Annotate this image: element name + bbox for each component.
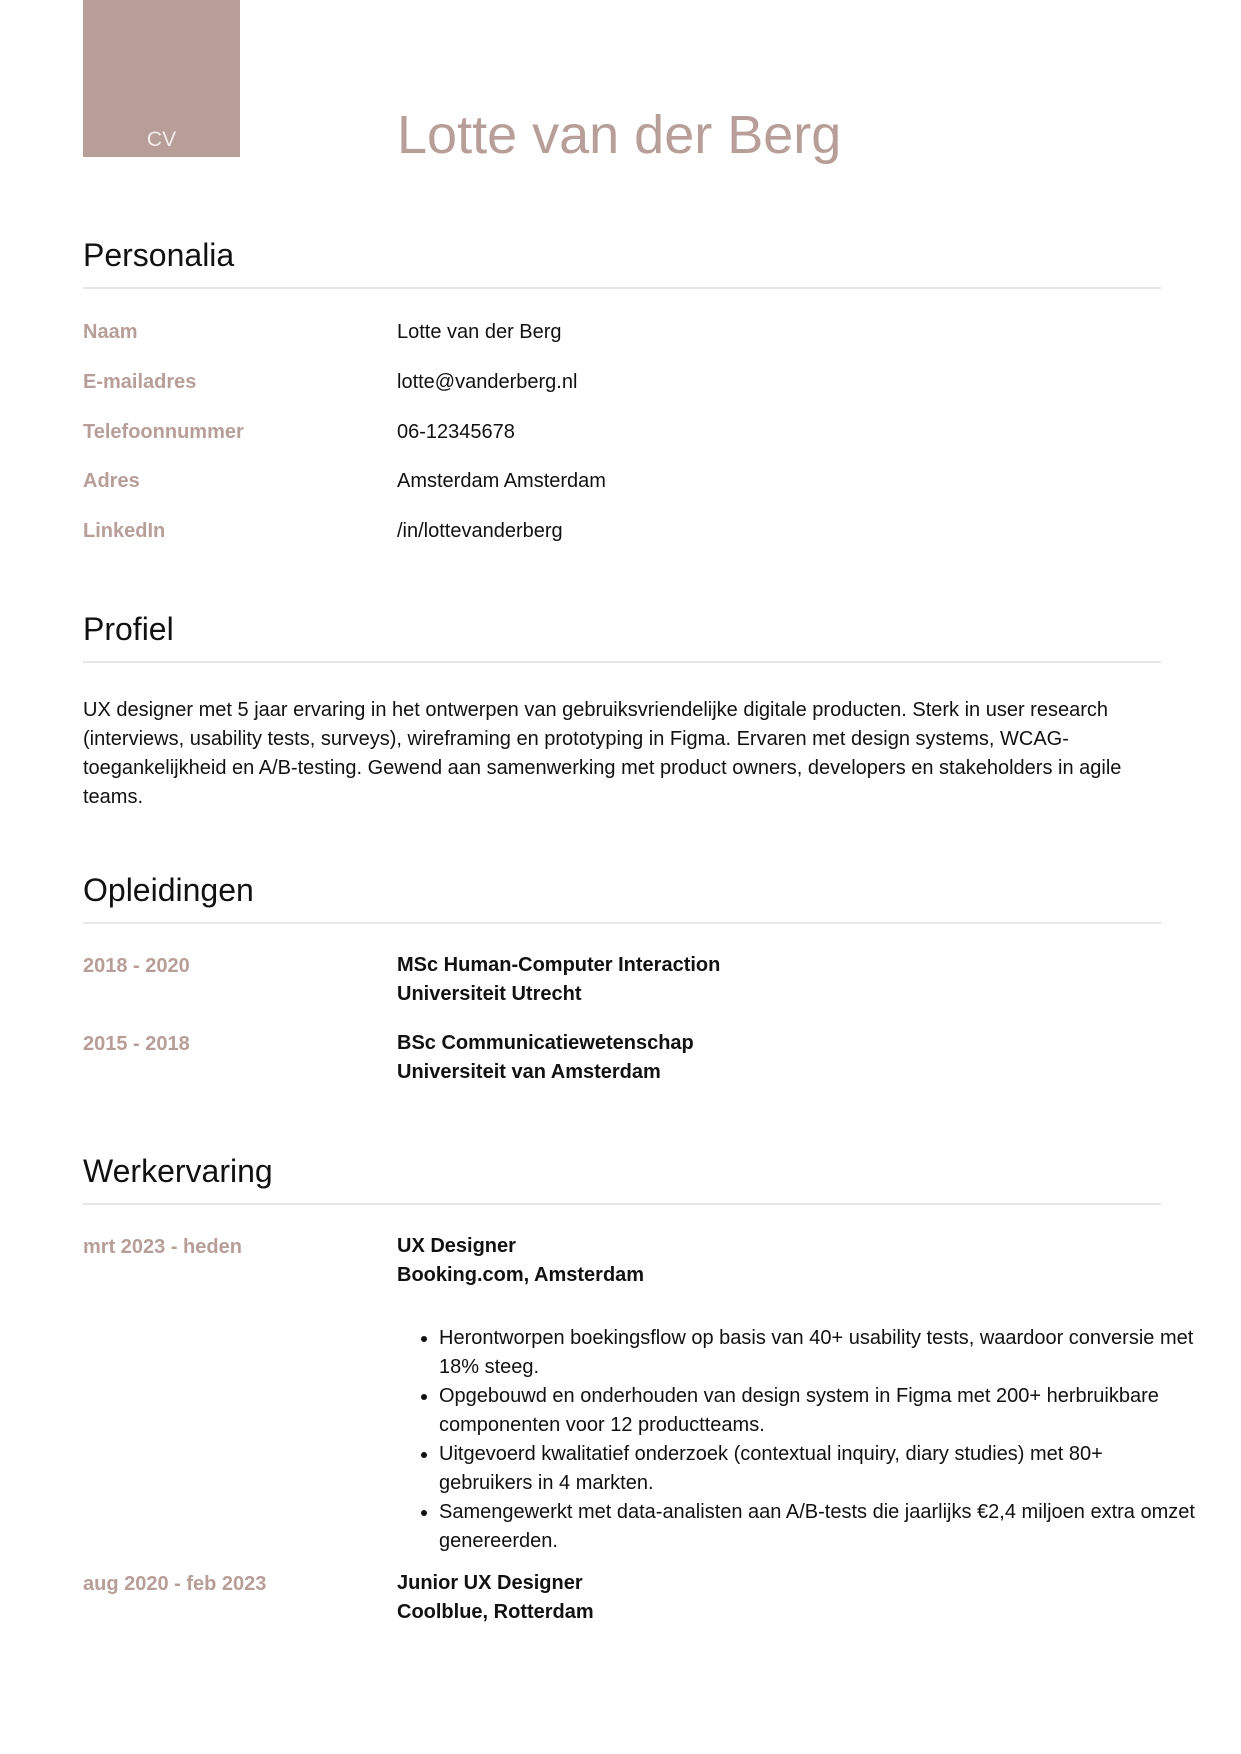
work-role: UX Designer [397, 1235, 516, 1257]
field-value: lotte@vanderberg.nl [397, 371, 578, 393]
education-degree: BSc Communicatiewetenschap [397, 1032, 694, 1054]
field-label: LinkedIn [83, 520, 166, 542]
section-divider [83, 661, 1161, 663]
photo-label: CV [146, 128, 177, 151]
education-degree: MSc Human-Computer Interaction [397, 954, 721, 976]
field-label: Naam [83, 321, 138, 343]
section-title-opleidingen: Opleidingen [83, 872, 254, 908]
field-value: 06-12345678 [397, 421, 515, 443]
field-label: E-mailadres [83, 371, 197, 393]
education-school: Universiteit Utrecht [397, 983, 582, 1005]
list-item: • Herontworpen boekingsflow op basis van 40+ usability tests, waardoor conversie met 18% steeg. [439, 1324, 1199, 1382]
work-period: aug 2020 - feb 2023 [83, 1573, 267, 1595]
candidate-name: Lotte van der Berg [397, 105, 842, 165]
section-divider [83, 922, 1161, 924]
field-value: /in/lottevanderberg [397, 520, 563, 542]
section-divider [83, 1203, 1161, 1205]
education-period: 2018 - 2020 [83, 955, 190, 977]
list-item: • Uitgevoerd kwalitatief onderzoek (contextual inquiry, diary studies) met 80+ gebruikers in 4 markten. [439, 1440, 1199, 1498]
field-value: Lotte van der Berg [397, 321, 562, 343]
section-title-profiel: Profiel [83, 611, 174, 647]
field-label: Adres [83, 470, 140, 492]
work-company: Booking.com, Amsterdam [397, 1264, 645, 1286]
work-achievements [397, 1324, 1199, 1556]
list-item: • Samengewerkt met data-analisten aan A/B-tests die jaarlijks €2,4 miljoen extra omzet genereerden. [439, 1498, 1199, 1556]
work-company: Coolblue, Rotterdam [397, 1601, 594, 1623]
field-label: Telefoonnummer [83, 421, 244, 443]
education-school: Universiteit van Amsterdam [397, 1061, 661, 1083]
photo-placeholder [83, 0, 240, 157]
section-divider [83, 287, 1161, 289]
field-value: Amsterdam Amsterdam [397, 470, 606, 492]
section-title-personalia: Personalia [83, 237, 235, 273]
list-item: • Opgebouwd en onderhouden van design system in Figma met 200+ herbruikbare componenten voor 12 productteams. [439, 1382, 1199, 1440]
work-role: Junior UX Designer [397, 1572, 583, 1594]
section-title-werkervaring: Werkervaring [83, 1153, 273, 1189]
education-period: 2015 - 2018 [83, 1033, 190, 1055]
profile-summary: UX designer met 5 jaar ervaring in het ontwerpen van gebruiksvriendelijke digitale producten. Sterk in user research (interviews, usability tests, surveys), wireframing en prototyping in Figma. Ervaren met design systems, WCAG-toegankelijkheid en A/B-testing. Gewend aan samenwerking met product owners, developers en stakeholders in agile teams. [83, 699, 1122, 808]
work-period: mrt 2023 - heden [83, 1236, 242, 1258]
